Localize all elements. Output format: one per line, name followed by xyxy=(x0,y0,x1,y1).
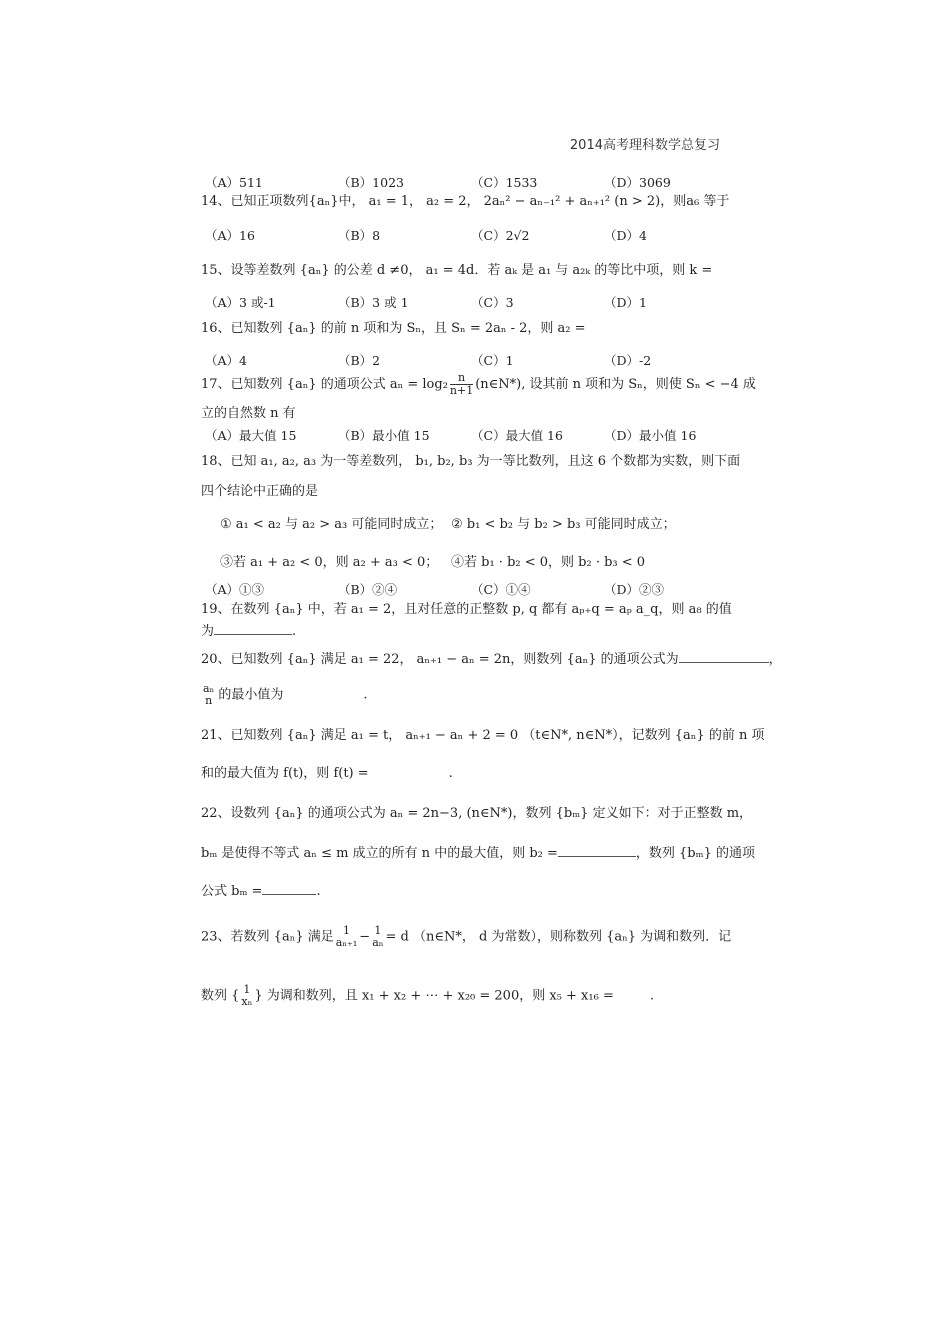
q23-line1 xyxy=(201,925,731,949)
q23-f3-den: xₙ xyxy=(241,995,253,1008)
q21-line2 xyxy=(201,765,453,783)
q17-option-b: （B）最小值 15 xyxy=(338,428,430,443)
q21-line1: 21、已知数列 {aₙ} 满足 a₁ = t， aₙ₊₁ − aₙ + 2 = 0 （t∈N*, n∈N*），记数列 {aₙ} 的前 n 项 xyxy=(201,728,765,743)
q22-line2-b: ，数列 {bₘ} 的通项 xyxy=(635,846,755,861)
q13-option-c: （C）1533 xyxy=(471,175,538,190)
q16-option-d: （D）-2 xyxy=(604,353,652,368)
q23-line2-a: 数列 { xyxy=(201,988,240,1004)
q20-line1 xyxy=(201,650,782,669)
q18-statement-3: ③若 a₁ + a₂ < 0，则 a₂ + a₃ < 0； xyxy=(220,555,439,570)
q17-fraction xyxy=(450,372,473,397)
q16-option-b: （B）2 xyxy=(338,353,381,368)
q17-stem xyxy=(201,372,756,397)
q20-line2-text: 的最小值为 xyxy=(218,687,284,703)
q23-f1-den: aₙ₊₁ xyxy=(335,936,358,949)
q20-answer-blank-1 xyxy=(679,650,769,663)
q22-answer-blank-2 xyxy=(262,882,316,895)
q15-option-d: （D）1 xyxy=(604,295,647,310)
q22-line2 xyxy=(201,844,755,863)
page-header-title: 2014高考理科数学总复习 xyxy=(569,138,720,153)
q23-line2-b: } 为调和数列，且 x₁ + x₂ + ⋯ + x₂₀ = 200，则 x₅ + x₁₆ = xyxy=(254,988,614,1004)
q21-line2-end: . xyxy=(448,766,453,781)
q20-frac-den: n xyxy=(205,694,213,707)
q17-frac-den: n+1 xyxy=(449,384,474,397)
q14-stem xyxy=(201,193,729,211)
q23-f2-num: 1 xyxy=(374,924,382,937)
q17-option-a: （A）最大值 15 xyxy=(205,428,297,443)
q22-line3-end: . xyxy=(316,884,321,899)
q18-option-b: （B）②④ xyxy=(338,582,398,597)
q20-line2-end: . xyxy=(363,687,368,703)
q17-option-c: （C）最大值 16 xyxy=(471,428,563,443)
q22-line3 xyxy=(201,882,321,901)
q17-text-after: (n∈N*), 设其前 n 项和为 Sₙ，则使 Sₙ < −4 成 xyxy=(475,377,756,392)
q23-fraction-2 xyxy=(372,925,383,949)
q20-line2 xyxy=(201,683,367,707)
q18-statement-2: ② b₁ < b₂ 与 b₂ > b₃ 可能同时成立； xyxy=(451,517,676,532)
q22-line1: 22、设数列 {aₙ} 的通项公式为 aₙ = 2n−3, (n∈N*)，数列 {bₘ} 定义如下：对于正整数 m， xyxy=(201,806,753,821)
q18-line2: 四个结论中正确的是 xyxy=(201,484,319,499)
q14-set: {aₙ} xyxy=(308,194,339,209)
q15-option-a: （A）3 或-1 xyxy=(205,295,276,310)
q17-option-d: （D）最小值 16 xyxy=(604,428,697,443)
q19-line1: 19、在数列 {aₙ} 中，若 a₁ = 2，且对任意的正整数 p, q 都有 aₚ₊q = aₚ a_q，则 a₈ 的值 xyxy=(201,602,732,617)
q23-fraction-1 xyxy=(336,925,358,949)
q16-stem: 16、已知数列 {aₙ} 的前 n 项和为 Sₙ，且 Sₙ = 2aₙ - 2，则 a₂ = xyxy=(201,321,586,336)
q14-middle: 中， a₁ = 1， a₂ = 2， 2aₙ² − aₙ₋₁² + aₙ₊₁² (n > 2)，则 xyxy=(338,194,687,209)
q23-minus: − xyxy=(359,929,371,945)
q23-f3-num: 1 xyxy=(243,983,251,996)
q18-option-a: （A）①③ xyxy=(205,582,265,597)
q23-f1-num: 1 xyxy=(343,924,350,937)
q19-line2-suffix: . xyxy=(292,624,297,639)
q13-option-b: （B）1023 xyxy=(338,175,404,190)
q14-tail: a₆ 等于 xyxy=(686,194,730,209)
q18-option-c: （C）①④ xyxy=(471,582,531,597)
q20-fraction xyxy=(201,683,216,707)
q14-text-before: 14、已知正项数列 xyxy=(201,194,309,209)
q20-line1-end: ， xyxy=(768,652,782,667)
q18-statement-1: ① a₁ < a₂ 与 a₂ > a₃ 可能同时成立； xyxy=(220,517,443,532)
q22-line3-text: 公式 bₘ = xyxy=(201,884,263,899)
q21-line2-text: 和的最大值为 f(t)，则 f(t) = xyxy=(201,766,369,781)
q15-option-c: （C）3 xyxy=(471,295,514,310)
q22-answer-blank-1 xyxy=(558,844,636,857)
q13-option-d: （D）3069 xyxy=(604,175,671,190)
q16-option-c: （C）1 xyxy=(471,353,514,368)
q13-option-a: （A）511 xyxy=(205,175,263,190)
q15-option-b: （B）3 或 1 xyxy=(338,295,409,310)
q20-line1-text: 20、已知数列 {aₙ} 满足 a₁ = 22， aₙ₊₁ − aₙ = 2n，则数列 {aₙ} 的通项公式为 xyxy=(201,652,679,667)
q16-option-a: （A）4 xyxy=(205,353,247,368)
q22-line2-a: bₘ 是使得不等式 aₙ ≤ m 成立的所有 n 中的最大值，则 b₂ = xyxy=(201,846,558,861)
q23-line1-b: = d （n∈N*， d 为常数），则称数列 {aₙ} 为调和数列．记 xyxy=(385,929,732,945)
q17-line2: 立的自然数 n 有 xyxy=(201,406,296,421)
q23-line1-a: 23、若数列 {aₙ} 满足 xyxy=(201,929,334,945)
q23-f2-den: aₙ xyxy=(372,936,384,949)
q18-line1: 18、已知 a₁, a₂, a₃ 为一等差数列， b₁, b₂, b₃ 为一等比数列，且这 6 个数都为实数，则下面 xyxy=(201,454,741,469)
q19-answer-blank xyxy=(214,622,292,635)
q15-stem: 15、设等差数列 {aₙ} 的公差 d ≠0， a₁ = 4d．若 aₖ 是 a₁ 与 a₂ₖ 的等比中项，则 k = xyxy=(201,263,713,278)
q14-option-c: （C）2√2 xyxy=(471,228,530,243)
q17-text-before: 17、已知数列 {aₙ} 的通项公式 aₙ = log₂ xyxy=(201,377,448,392)
q23-line2-end: . xyxy=(649,988,654,1004)
q14-option-d: （D）4 xyxy=(604,228,647,243)
q18-option-d: （D）②③ xyxy=(604,582,665,597)
q23-line2 xyxy=(201,984,654,1008)
q14-option-a: （A）16 xyxy=(205,228,255,243)
q14-option-b: （B）8 xyxy=(338,228,381,243)
q20-frac-num: aₙ xyxy=(203,682,215,695)
q19-line2-prefix: 为 xyxy=(201,624,215,639)
q23-fraction-3 xyxy=(241,984,252,1008)
q17-frac-num: n xyxy=(450,372,473,385)
q19-line2 xyxy=(201,622,296,641)
q18-statement-4: ④若 b₁ · b₂ < 0，则 b₂ · b₃ < 0 xyxy=(451,555,646,570)
